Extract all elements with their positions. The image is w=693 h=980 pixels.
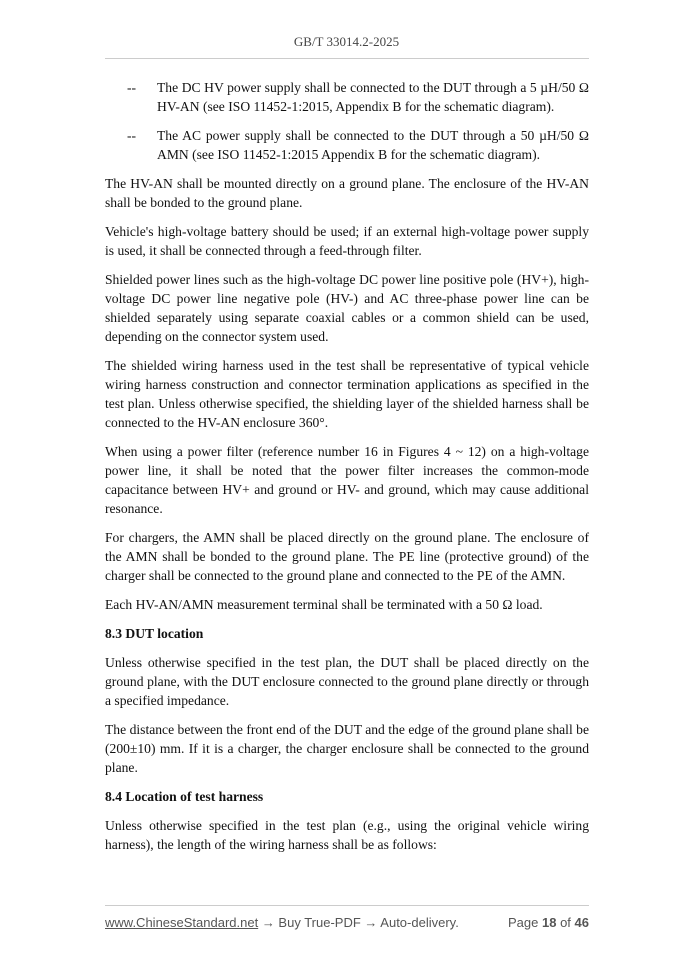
footer-tagline: → Buy True-PDF → Auto-delivery.	[258, 915, 459, 930]
page-total: 46	[574, 915, 589, 930]
paragraph: For chargers, the AMN shall be placed directly on the ground plane. The enclosure of the AMN shall be bonded to the ground plane. The PE line (protective ground) of the charger shall be connected to the ground plane and connected to the PE of the AMN.	[105, 530, 589, 583]
of-label: of	[560, 915, 571, 930]
bullet-marker: --	[127, 80, 137, 95]
page-indicator	[508, 915, 589, 930]
header-divider	[105, 58, 589, 59]
footer	[105, 915, 589, 930]
section-heading: 8.3 DUT location	[105, 626, 204, 641]
page-body	[105, 78, 589, 864]
paragraph: Vehicle's high-voltage battery should be used; if an external high-voltage power supply is used, it shall be connected through a feed-through filter.	[105, 224, 589, 258]
bullet-item	[105, 78, 589, 116]
paragraph: The shielded wiring harness used in the test shall be representative of typical vehicle wiring harness construction and connector termination applications as specified in the test plan. Unless otherwise specified, the shielding layer of the shielded harness shall be connected to the HV-AN enclosure 360°.	[105, 358, 589, 430]
page-label: Page	[507, 915, 539, 930]
bullet-text: The DC HV power supply shall be connected to the DUT through a 5 µH/50 Ω HV-AN (see ISO 11452-1:2015, Appendix B for the schematic diagram).	[157, 80, 589, 114]
page-number: 18	[541, 915, 557, 930]
paragraph: Shielded power lines such as the high-voltage DC power line positive pole (HV+), high-voltage DC power line negative pole (HV-) and AC three-phase power line can be shielded separately using separate coaxial cables or a common shield can be used, depending on the connector system used.	[105, 272, 589, 344]
document-id-header: GB/T 33014.2-2025	[293, 34, 400, 49]
section-heading: 8.4 Location of test harness	[105, 789, 264, 804]
paragraph: When using a power filter (reference number 16 in Figures 4 ~ 12) on a high-voltage power line, it shall be noted that the power filter increases the common-mode capacitance between HV+ and ground or HV- and ground, which may cause additional resonance.	[105, 444, 589, 516]
paragraph: Each HV-AN/AMN measurement terminal shall be terminated with a 50 Ω load.	[105, 597, 543, 612]
footer-promo	[105, 915, 459, 930]
bullet-marker: --	[127, 128, 137, 143]
footer-divider	[105, 905, 589, 906]
paragraph: Unless otherwise specified in the test plan, the DUT shall be placed directly on the ground plane, with the DUT enclosure connected to the ground plane directly or through a specified impedance.	[105, 655, 589, 708]
website-link[interactable]: www.ChineseStandard.net	[105, 915, 259, 930]
paragraph: The distance between the front end of the DUT and the edge of the ground plane shall be (200±10) mm. If it is a charger, the charger enclosure shall be connected to the ground plane.	[105, 722, 589, 775]
bullet-item	[105, 126, 589, 164]
paragraph: Unless otherwise specified in the test plan (e.g., using the original vehicle wiring harness), the length of the wiring harness shall be as follows:	[105, 818, 589, 852]
paragraph: The HV-AN shall be mounted directly on a ground plane. The enclosure of the HV-AN shall be bonded to the ground plane.	[105, 176, 589, 210]
bullet-text: The AC power supply shall be connected to the DUT through a 50 µH/50 Ω AMN (see ISO 11452-1:2015 Appendix B for the schematic diagram).	[157, 128, 589, 162]
